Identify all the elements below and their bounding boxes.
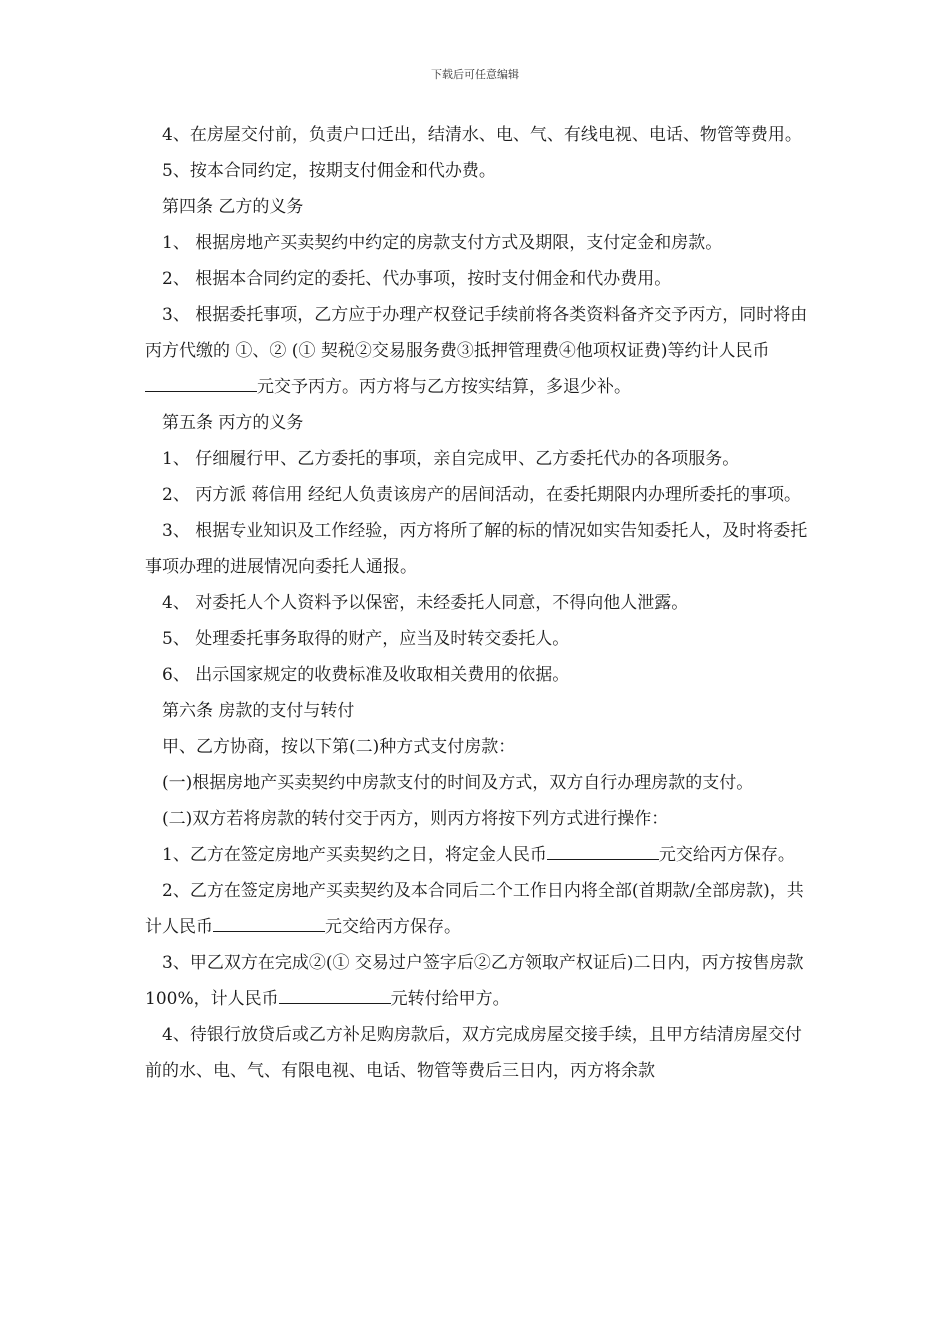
section-heading-text: 第四条 乙方的义务 xyxy=(162,197,304,217)
paragraph-text: 甲、乙方协商，按以下第(二)种方式支付房款： xyxy=(162,737,516,757)
section-heading xyxy=(145,405,813,441)
paragraph-text: 2、乙方在签定房地产买卖契约及本合同后二个工作日内将全部(首期款/全部房款)，共计人民币 xyxy=(145,881,804,937)
paragraph xyxy=(145,729,813,765)
section-heading xyxy=(145,693,813,729)
paragraph-text: 3、 根据专业知识及工作经验，丙方将所了解的标的情况如实告知委托人，及时将委托 事项办理的进展情况向委托人通报。 xyxy=(145,521,808,577)
paragraph-text: 4、待银行放贷后或乙方补足购房款后，双方完成房屋交接手续，且甲方结清房屋交付前的水、电、气、有限电视、电话、物管等费后三日内，丙方将余款 xyxy=(145,1025,802,1081)
page-header: 下载后可任意编辑 xyxy=(431,68,519,81)
document-body xyxy=(145,117,813,1089)
paragraph-text: 3、 根据委托事项，乙方应于办理产权登记手续前将各类资料备齐交予丙方，同时将由 丙方代缴的 ①、② (① 契税②交易服务费③抵押管理费④他项权证费)等约计人民币 xyxy=(145,305,808,361)
paragraph xyxy=(145,801,813,837)
paragraph-text: (二)双方若将房款的转付交于丙方，则丙方将按下列方式进行操作： xyxy=(162,809,669,829)
paragraph-text: 2、 根据本合同约定的委托、代办事项，按时支付佣金和代办费用。 xyxy=(162,269,672,289)
paragraph xyxy=(145,657,813,693)
paragraph xyxy=(145,297,813,405)
paragraph-text: 5、按本合同约定，按期支付佣金和代办费。 xyxy=(162,161,496,181)
paragraph-text: 2、 丙方派 蒋信用 经纪人负责该房产的居间活动，在委托期限内办理所委托的事项。 xyxy=(162,485,802,505)
paragraph xyxy=(145,513,813,585)
paragraph-text: 元交予丙方。丙方将与乙方按实结算，多退少补。 xyxy=(257,377,631,397)
paragraph xyxy=(145,225,813,261)
paragraph xyxy=(145,117,813,153)
paragraph xyxy=(145,873,813,945)
paragraph-text: 6、 出示国家规定的收费标准及收取相关费用的依据。 xyxy=(162,665,570,685)
paragraph-text: 1、 仔细履行甲、乙方委托的事项，亲自完成甲、乙方委托代办的各项服务。 xyxy=(162,449,740,469)
section-heading-text: 第六条 房款的支付与转付 xyxy=(162,701,355,721)
paragraph xyxy=(145,585,813,621)
paragraph xyxy=(145,621,813,657)
paragraph xyxy=(145,1017,813,1089)
paragraph xyxy=(145,945,813,1017)
fill-in-blank xyxy=(279,986,391,1004)
fill-in-blank xyxy=(213,914,325,932)
paragraph-text: 3、甲乙双方在完成②(① 交易过户签字后②乙方领取产权证后)二日内，丙方按售房款 100%，计人民币 xyxy=(145,953,804,1009)
paragraph xyxy=(145,441,813,477)
paragraph xyxy=(145,153,813,189)
fill-in-blank xyxy=(547,842,659,860)
paragraph-text: 1、乙方在签定房地产买卖契约之日，将定金人民币 xyxy=(162,845,547,865)
paragraph-text: 元交给丙方保存。 xyxy=(325,917,461,937)
paragraph xyxy=(145,261,813,297)
paragraph-text: 4、 对委托人个人资料予以保密，未经委托人同意，不得向他人泄露。 xyxy=(162,593,689,613)
fill-in-blank xyxy=(145,374,257,392)
paragraph xyxy=(145,837,813,873)
paragraph-text: 1、 根据房地产买卖契约中约定的房款支付方式及期限，支付定金和房款。 xyxy=(162,233,723,253)
paragraph xyxy=(145,765,813,801)
paragraph-text: 5、 处理委托事务取得的财产，应当及时转交委托人。 xyxy=(162,629,570,649)
paragraph-text: 元交给丙方保存。 xyxy=(658,845,795,865)
paragraph-text: 4、在房屋交付前，负责户口迁出，结清水、电、气、有线电视、电话、物管等费用。 xyxy=(162,125,802,145)
section-heading xyxy=(145,189,813,225)
paragraph-text: 元转付给甲方。 xyxy=(390,989,510,1009)
paragraph xyxy=(145,477,813,513)
paragraph-text: (一)根据房地产买卖契约中房款支付的时间及方式，双方自行办理房款的支付。 xyxy=(162,773,754,793)
section-heading-text: 第五条 丙方的义务 xyxy=(162,413,304,433)
